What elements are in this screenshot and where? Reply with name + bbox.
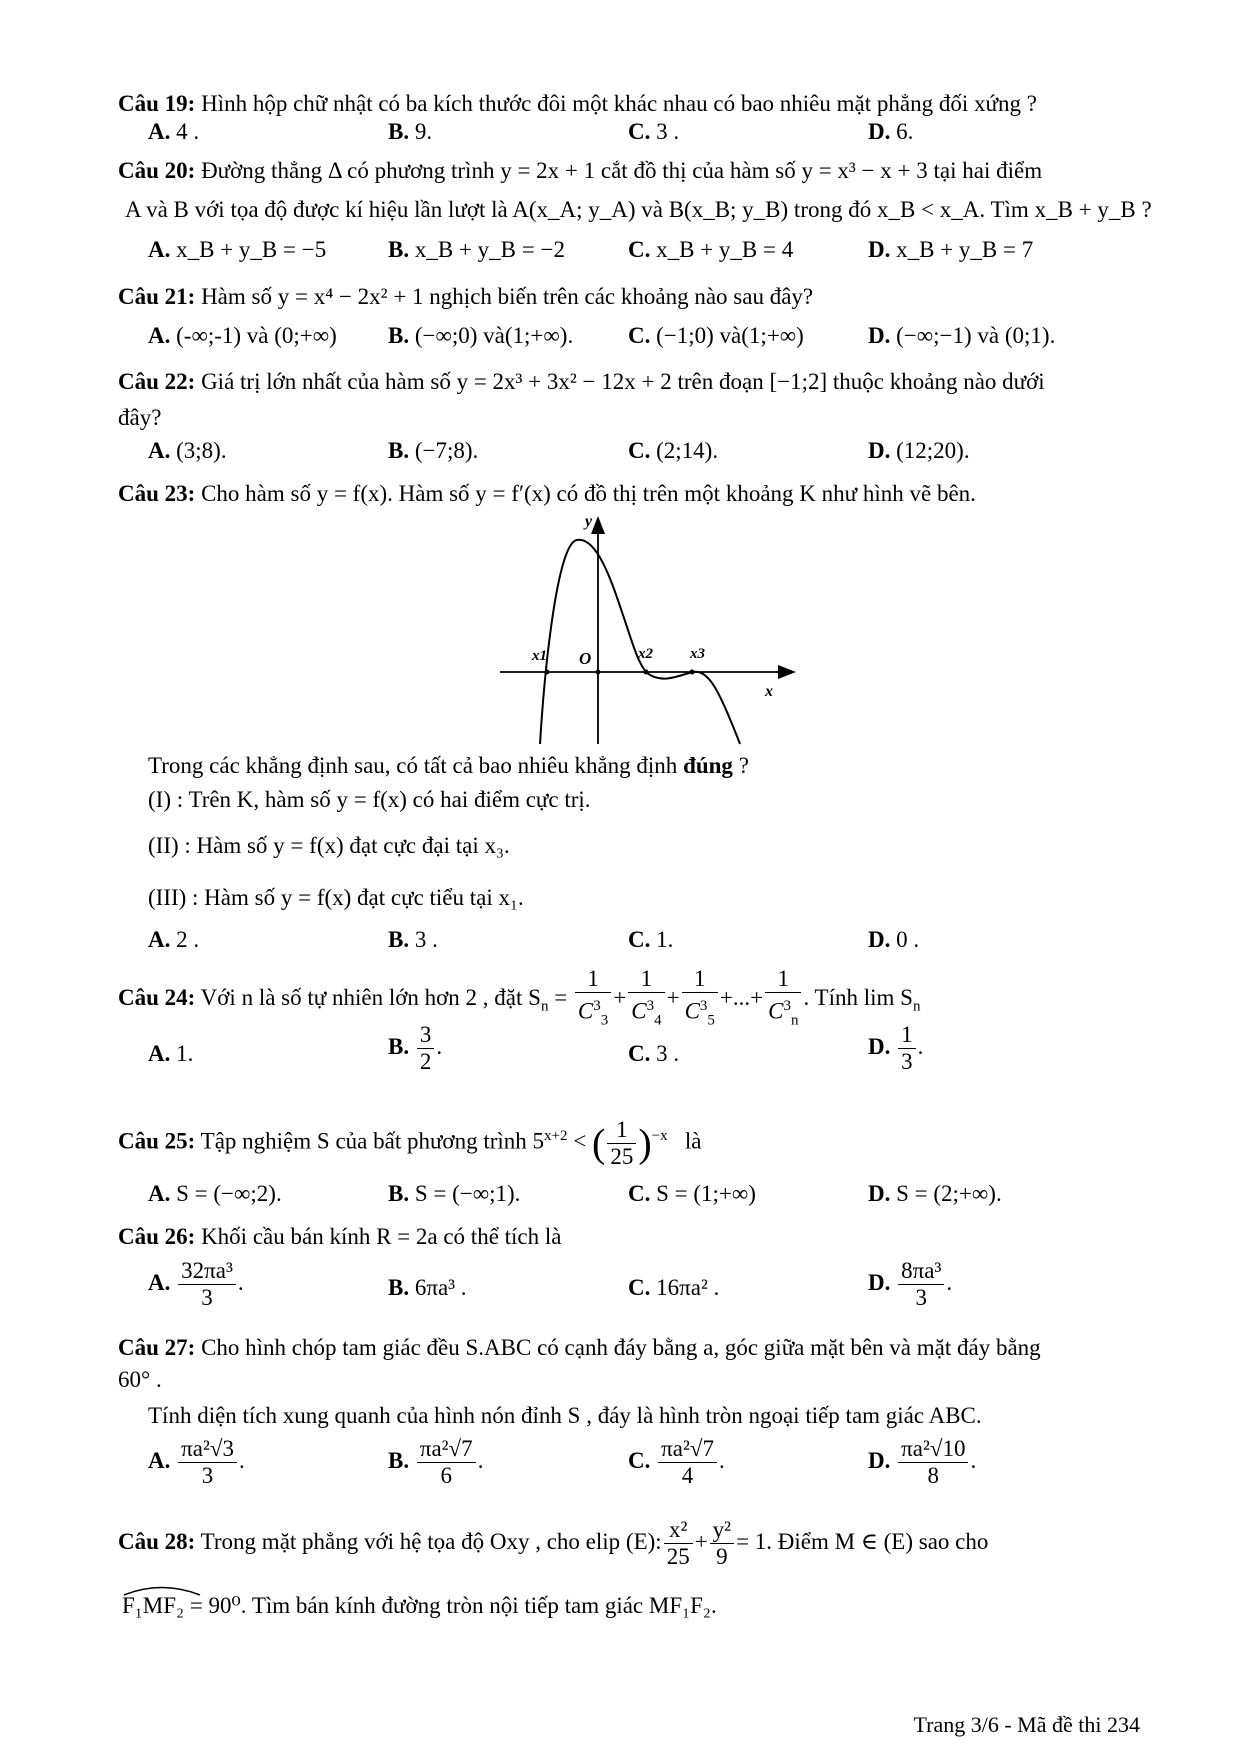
q27-option-d[interactable]: D. $\frac{\text{πa²√10}}{8}$ . xyxy=(868,1436,977,1488)
q19-option-b[interactable]: B. 9. xyxy=(388,119,433,144)
question-26 xyxy=(118,1223,562,1251)
question-24: Câu 24: Với n là số tự nhiên lớn hơn 2 , đặt $S_n$ = $\frac{1}{C^3_3}$ + $\frac{1}{C^3_4}$ + $\frac{1}{C^3_5}$ +...+ $\frac{1}{C^3_n}$ . Tính $\lim S_n$ xyxy=(118,966,920,1037)
q24-option-d[interactable]: D. $\frac{1}{3}$ . xyxy=(868,1022,924,1074)
q20-option-c[interactable]: C. x_B + y_B = 4 xyxy=(628,237,794,262)
x3-label: x3 xyxy=(690,646,705,662)
question-20 xyxy=(118,157,1042,185)
q23-option-a[interactable]: A. 2 . xyxy=(148,927,200,952)
derivative-curve xyxy=(540,540,740,744)
q20-option-a[interactable]: A. x_B + y_B = −5 xyxy=(148,237,327,262)
y-axis-arrow xyxy=(591,516,605,534)
fraction: $\frac{1}{25}$ xyxy=(607,1117,636,1170)
q21-option-a[interactable]: A. (-∞;-1) và (0;+∞) xyxy=(148,323,337,348)
q25-option-b[interactable]: B. S = (−∞;1). xyxy=(388,1181,521,1206)
question-label: Câu 24: xyxy=(118,984,196,1010)
question-28-line2: F₁MF₂ = 90⁰. Tìm bán kính đường tròn nội tiếp tam giác MF₁F₂. xyxy=(122,1592,717,1620)
q24-option-c[interactable]: C. 3 . xyxy=(628,1041,680,1066)
y-axis-label: y xyxy=(585,513,593,530)
x-axis-arrow xyxy=(778,665,796,679)
question-text: Hình hộp chữ nhật có ba kích thước đôi một khác nhau có bao nhiêu mặt phẳng đối xứng ? xyxy=(201,91,1037,116)
x-axis-label: x xyxy=(765,683,773,700)
angle-arc-icon xyxy=(122,1584,202,1596)
question-23 xyxy=(118,480,976,508)
q19-option-c[interactable]: C. 3 . xyxy=(628,119,680,144)
q20-option-d[interactable]: D. x_B + y_B = 7 xyxy=(868,237,1034,262)
q26-option-c[interactable]: C. 16πa² . xyxy=(628,1275,720,1300)
q24-option-b[interactable]: B. $\frac{3}{2}$ . xyxy=(388,1022,443,1074)
q20-option-b[interactable]: B. x_B + y_B = −2 xyxy=(388,237,565,262)
q23-option-d[interactable]: D. 0 . xyxy=(868,927,920,952)
question-label: Câu 20: xyxy=(118,158,196,183)
q27-option-a[interactable]: A. $\frac{\text{πa²√3}}{3}$ . xyxy=(148,1436,245,1488)
q25-option-c[interactable]: C. S = (1;+∞) xyxy=(628,1181,756,1206)
question-label: Câu 25: xyxy=(118,1128,196,1154)
question-label: Câu 22: xyxy=(118,369,196,394)
question-text: Cho hàm số y = f(x). Hàm số y = f′(x) có đồ thị trên một khoảng K như hình vẽ bên. xyxy=(201,481,976,506)
q22-option-c[interactable]: C. (2;14). xyxy=(628,438,719,463)
term-n: $\frac{1}{C^3_n}$ xyxy=(765,966,801,1033)
q23-statement-1: (I) : Trên K, hàm số y = f(x) có hai điểm cực trị. xyxy=(148,787,591,812)
q23-option-c[interactable]: C. 1. xyxy=(628,927,674,952)
question-19 xyxy=(118,90,1037,118)
q25-option-a[interactable]: A. S = (−∞;2). xyxy=(148,1181,282,1206)
question-20-line2: A và B với tọa độ được kí hiệu lần lượt là A(x_A; y_A) và B(x_B; y_B) trong đó x_B < x_A. Tìm x_B + y_B ? xyxy=(125,197,1152,222)
term-2: $\frac{1}{C^3_4}$ xyxy=(628,966,664,1033)
derivative-graph xyxy=(500,512,800,752)
question-text: Hàm số y = x⁴ − 2x² + 1 nghịch biến trên các khoảng nào sau đây? xyxy=(201,284,814,309)
question-label: Câu 27: xyxy=(118,1335,196,1360)
question-27-line2: 60° . xyxy=(118,1367,162,1392)
q22-option-d[interactable]: D. (12;20). xyxy=(868,438,970,463)
q26-option-b[interactable]: B. 6πa³ . xyxy=(388,1275,467,1300)
question-label: Câu 26: xyxy=(118,1224,196,1249)
x1-label: x1 xyxy=(532,648,547,664)
x2-point xyxy=(644,670,649,675)
q19-option-d[interactable]: D. 6. xyxy=(868,119,914,144)
ellipse-term-x: $\frac{\text{x²}}{25}$ xyxy=(664,1517,693,1570)
term-1: $\frac{1}{C^3_3}$ xyxy=(575,966,611,1033)
question-28: Câu 28: Trong mặt phẳng với hệ tọa độ Oxy , cho elip (E): $\frac{\text{x²}}{25}$ + $\frac{\text{y²}}{9}$ = 1. Điểm M ∈ (E) sao cho xyxy=(118,1517,989,1570)
term-3: $\frac{1}{C^3_5}$ xyxy=(682,966,718,1033)
x2-label: x2 xyxy=(638,646,653,662)
ellipse-term-y: $\frac{\text{y²}}{9}$ xyxy=(710,1517,734,1570)
question-25: Câu 25: Tập nghiệm S của bất phương trình $5^{x+2}$ < ( $\frac{1}{25}$ )$^{-x}$ là xyxy=(118,1116,702,1169)
origin-point xyxy=(596,670,601,675)
question-22 xyxy=(118,368,1045,396)
q24-option-a[interactable]: A. 1. xyxy=(148,1041,194,1066)
q22-option-a[interactable]: A. (3;8). xyxy=(148,438,227,463)
question-label: Câu 23: xyxy=(118,481,196,506)
question-label: Câu 21: xyxy=(118,284,196,309)
q21-option-c[interactable]: C. (−1;0) và(1;+∞) xyxy=(628,323,804,348)
question-text: Giá trị lớn nhất của hàm số y = 2x³ + 3x² − 12x + 2 trên đoạn [−1;2] thuộc khoảng nào dưới xyxy=(201,369,1045,394)
origin-label: O xyxy=(579,649,592,668)
q21-option-b[interactable]: B. (−∞;0) và(1;+∞). xyxy=(388,323,574,348)
q23-statement-2: (II) : Hàm số y = f(x) đạt cực đại tại x₃. xyxy=(148,833,510,858)
q19-option-a[interactable]: A. 4 . xyxy=(148,119,200,144)
question-21 xyxy=(118,283,813,311)
question-22-line2: đây? xyxy=(118,405,162,430)
x3-point xyxy=(690,670,695,675)
question-text: Cho hình chóp tam giác đều S.ABC có cạnh đáy bằng a, góc giữa mặt bên và mặt đáy bằng xyxy=(201,1335,1041,1360)
q23-statement-3: (III) : Hàm số y = f(x) đạt cực tiểu tại x₁. xyxy=(148,885,524,910)
q26-option-a[interactable]: A. $\frac{\text{32πa³}}{3}$ . xyxy=(148,1258,244,1310)
question-27 xyxy=(118,1334,1041,1362)
page-footer: Trang 3/6 - Mã đề thi 234 xyxy=(913,1712,1140,1737)
q23-prompt: Trong các khẳng định sau, có tất cả bao nhiêu khẳng định đúng ? xyxy=(148,753,749,778)
angle-notation: F₁MF₂ xyxy=(122,1592,184,1620)
x1-point xyxy=(545,670,550,675)
q21-option-d[interactable]: D. (−∞;−1) và (0;1). xyxy=(868,323,1056,348)
q27-option-c[interactable]: C. $\frac{\text{πa²√7}}{4}$ . xyxy=(628,1436,725,1488)
q22-option-b[interactable]: B. (−7;8). xyxy=(388,438,479,463)
q26-option-d[interactable]: D. $\frac{\text{8πa³}}{3}$ . xyxy=(868,1258,953,1310)
question-label: Câu 19: xyxy=(118,91,196,116)
question-text: Khối cầu bán kính R = 2a có thể tích là xyxy=(201,1224,562,1249)
question-label: Câu 28: xyxy=(118,1529,196,1554)
q23-option-b[interactable]: B. 3 . xyxy=(388,927,438,952)
question-27-line3: Tính diện tích xung quanh của hình nón đỉnh S , đáy là hình tròn ngoại tiếp tam giác ABC. xyxy=(148,1403,982,1428)
question-text: Đường thẳng Δ có phương trình y = 2x + 1 cắt đồ thị của hàm số y = x³ − x + 3 tại hai điểm xyxy=(201,158,1043,183)
q25-option-d[interactable]: D. S = (2;+∞). xyxy=(868,1181,1002,1206)
q27-option-b[interactable]: B. $\frac{\text{πa²√7}}{6}$ . xyxy=(388,1436,484,1488)
